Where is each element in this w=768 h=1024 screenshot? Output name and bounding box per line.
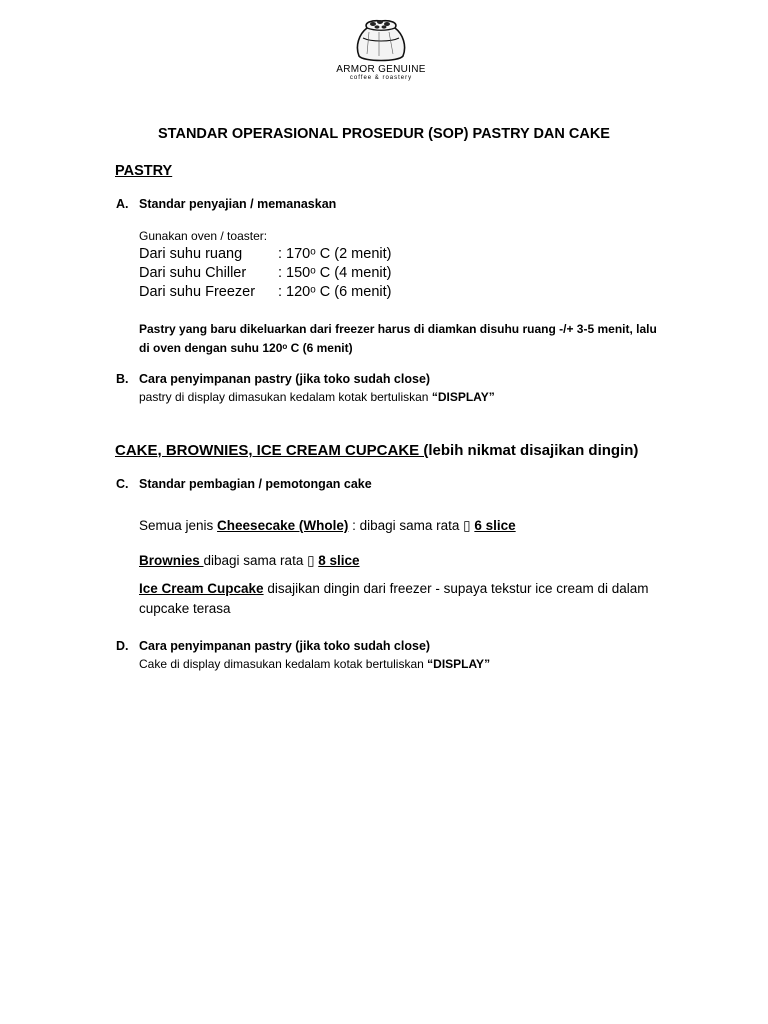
section-b-text: [139, 390, 495, 404]
cupcake-item: Ice Cream Cupcake: [139, 581, 264, 596]
document-title: STANDAR OPERASIONAL PROSEDUR (SOP) PASTRY DAN CAKE: [158, 126, 610, 142]
brand-name: ARMOR GENUINE: [336, 64, 426, 75]
cupcake-line: [139, 581, 649, 596]
temp-label: Dari suhu Freezer: [139, 284, 256, 300]
cupcake-line-cont: cupcake terasa: [139, 601, 231, 616]
temp-label: Dari suhu Chiller: [139, 265, 247, 281]
temp-value: : 120ᵒ C (6 menit): [278, 284, 392, 300]
pastry-heading: PASTRY: [115, 163, 173, 179]
section-c-title: Standar pembagian / pemotongan cake: [139, 477, 372, 491]
cake-heading-underlined: CAKE, BROWNIES, ICE CREAM CUPCAKE (: [115, 442, 429, 459]
oven-intro: Gunakan oven / toaster:: [139, 229, 268, 243]
brownies-item: Brownies: [139, 553, 204, 568]
temp-value: : 150ᵒ C (4 menit): [278, 265, 392, 281]
temp-row: [139, 284, 391, 300]
cake-heading-note: lebih nikmat disajikan dingin): [428, 442, 639, 459]
temp-label: Dari suhu ruang: [139, 246, 243, 262]
cheesecake-line: [139, 518, 516, 534]
temp-row: [139, 246, 391, 262]
temp-value: : 170ᵒ C (2 menit): [278, 246, 392, 262]
section-a-letter: A.: [116, 197, 129, 211]
cupcake-text: disajikan dingin dari freezer - supaya tekstur ice cream di dalam: [263, 581, 649, 596]
coffee-sack-icon: [349, 18, 413, 62]
brand-logo: [330, 18, 432, 81]
brownies-slices: 8 slice: [318, 553, 360, 568]
cheesecake-slices: 6 slice: [474, 518, 516, 533]
section-a-title: Standar penyajian / memanaskan: [139, 197, 337, 211]
freezer-note-line-1: Pastry yang baru dikeluarkan dari freezer harus di diamkan disuhu ruang -/+ 3-5 menit, lalu: [139, 322, 657, 336]
display-label: “DISPLAY”: [427, 657, 491, 671]
freezer-note-line-2: di oven dengan suhu 120ᵒ C (6 menit): [139, 341, 353, 355]
brownies-rule: dibagi sama rata ▯: [203, 553, 319, 568]
section-d-text: [139, 657, 490, 671]
cake-heading: [115, 442, 638, 459]
section-b-title: Cara penyimpanan pastry (jika toko sudah close): [139, 372, 431, 386]
brand-tagline: coffee & roastery: [349, 75, 413, 81]
cheesecake-prefix: Semua jenis: [139, 518, 218, 533]
storage-instruction: pastry di display dimasukan kedalam kotak bertuliskan: [139, 390, 432, 404]
display-label: “DISPLAY”: [431, 390, 495, 404]
cake-storage-instruction: Cake di display dimasukan kedalam kotak bertuliskan: [139, 657, 428, 671]
section-c-letter: C.: [116, 477, 129, 491]
cheesecake-item: Cheesecake (Whole): [217, 518, 349, 533]
section-d-title: Cara penyimpanan pastry (jika toko sudah close): [139, 639, 431, 653]
temp-row: [139, 265, 391, 281]
brownies-line: [139, 553, 360, 569]
cheesecake-rule: : dibagi sama rata ▯: [348, 518, 475, 533]
section-d-letter: D.: [116, 639, 129, 653]
section-b-letter: B.: [116, 372, 129, 386]
